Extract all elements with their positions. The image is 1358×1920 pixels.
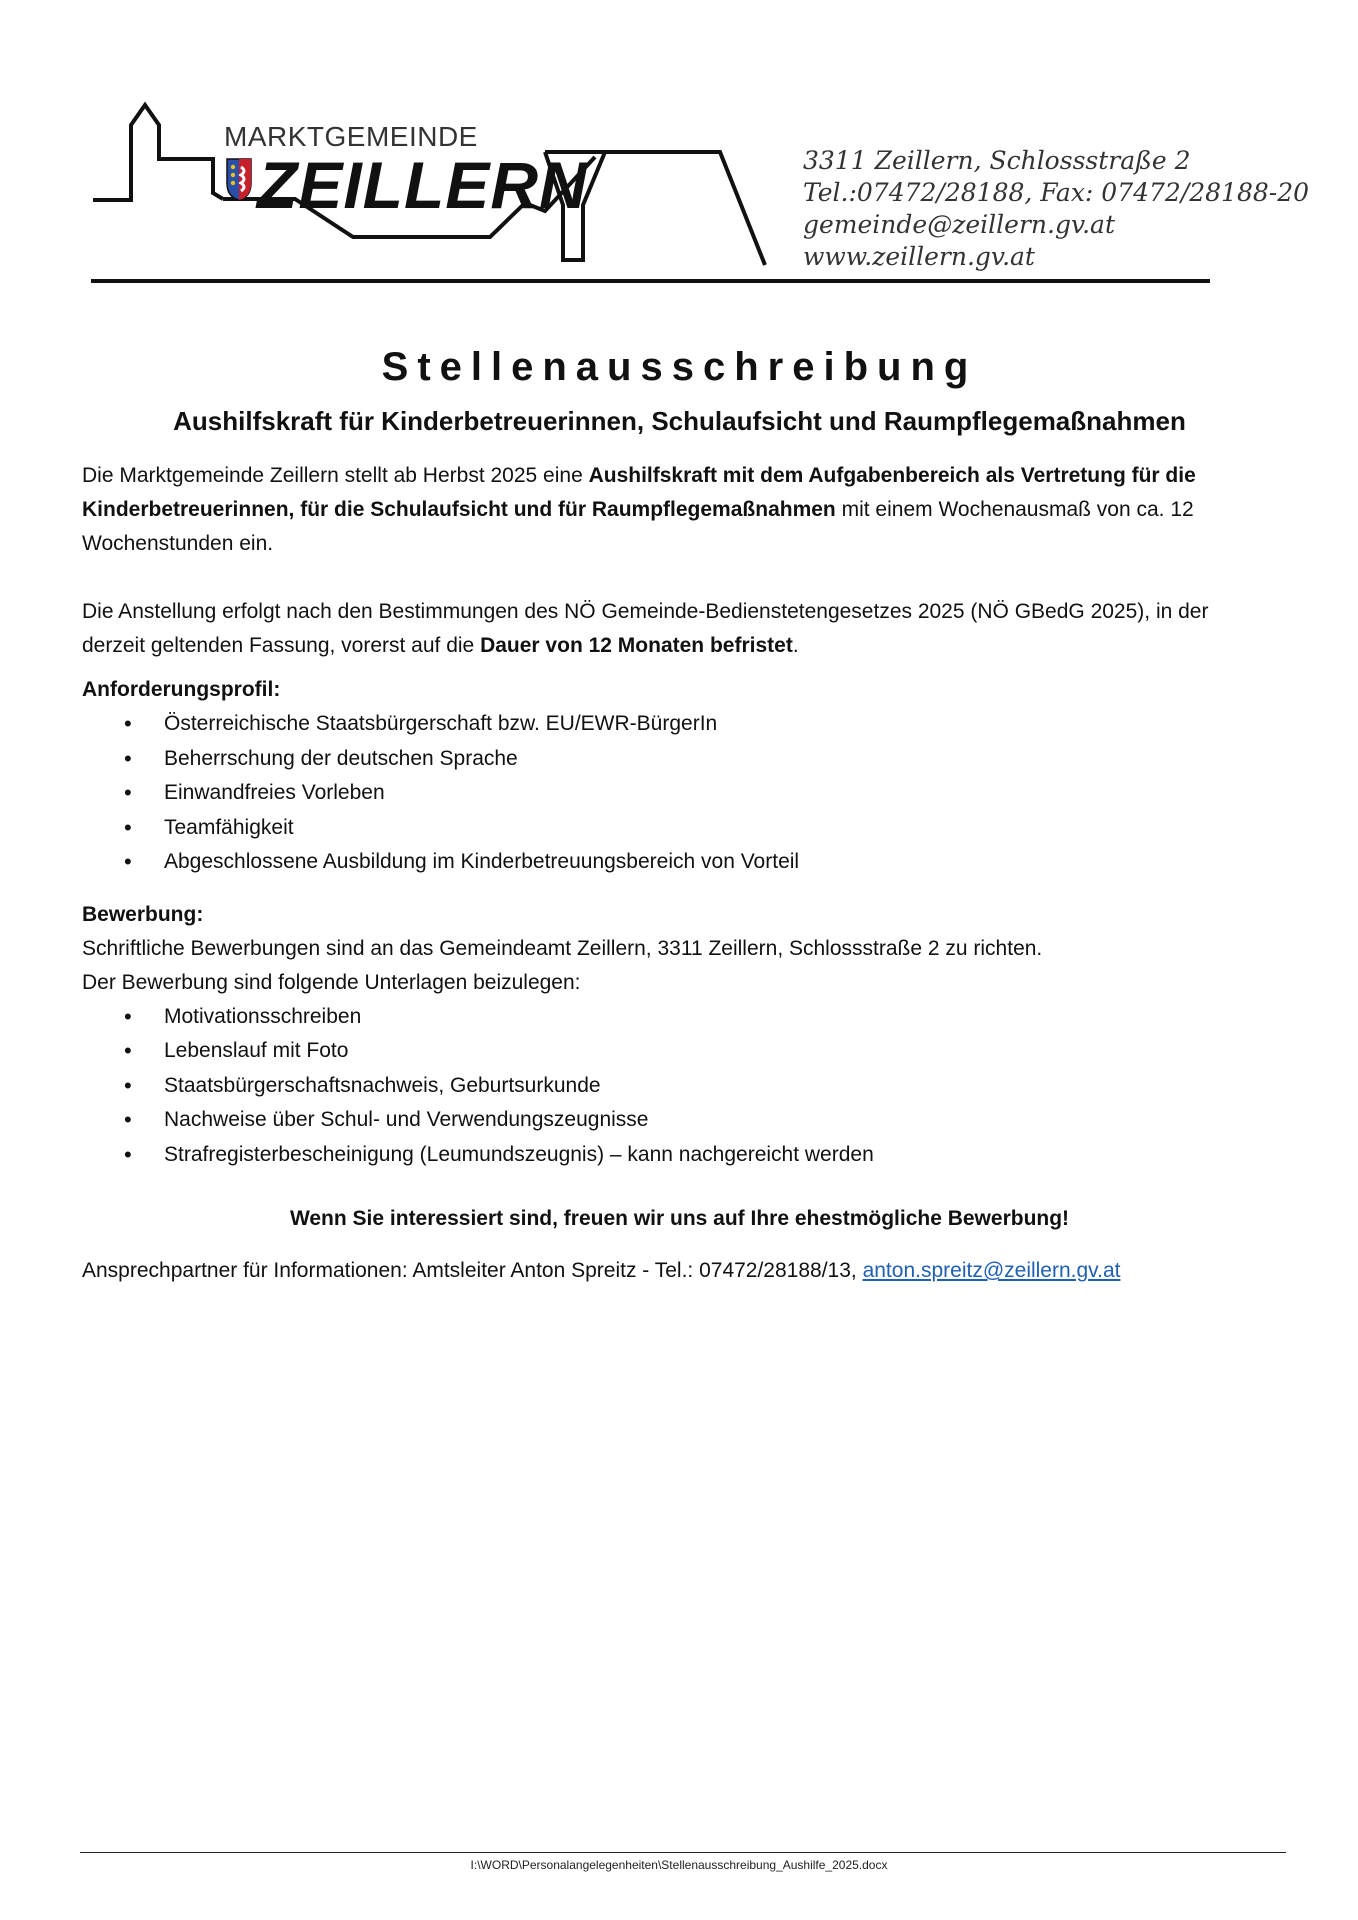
document-body: [82, 345, 1277, 1288]
footer-divider: [80, 1852, 1286, 1853]
list-item: • Lebenslauf mit Foto: [82, 1034, 1277, 1069]
intro-bold-text: Aushilfskraft mit dem Aufgabenbereich als Vertretung für die Kinderbetreuerinnen, für die Schulaufsicht und für Raumpflegemaßnahmen: [82, 464, 1196, 521]
letterhead-email: gemeinde@zeillern.gv.at: [803, 210, 1115, 239]
list-item: • Motivationsschreiben: [82, 1000, 1277, 1035]
brand-name: ZEILLERN: [257, 148, 588, 222]
contact-email-link[interactable]: anton.spreitz@zeillern.gv.at: [862, 1259, 1121, 1282]
coat-of-arms-icon: [225, 157, 253, 201]
letterhead: [85, 95, 1310, 295]
application-documents-intro: Der Bewerbung sind folgende Unterlagen beizulegen:: [82, 970, 581, 994]
application-heading: Bewerbung:: [82, 902, 204, 926]
intro-paragraph: [82, 459, 1277, 561]
list-item: • Abgeschlossene Ausbildung im Kinderbetreuungsbereich von Vorteil: [82, 845, 1277, 880]
list-item: • Österreichische Staatsbürgerschaft bzw. EU/EWR-BürgerIn: [82, 707, 1277, 742]
list-item: • Einwandfreies Vorleben: [82, 776, 1277, 811]
list-item: • Nachweise über Schul- und Verwendungszeugnisse: [82, 1103, 1277, 1138]
contact-person-text: Ansprechpartner für Informationen: Amtsleiter Anton Spreitz - Tel.: 07472/28188/13,: [82, 1259, 863, 1282]
list-item: • Strafregisterbescheinigung (Leumundszeugnis) – kann nachgereicht werden: [82, 1138, 1277, 1173]
employment-text: Die Anstellung erfolgt nach den Bestimmungen des NÖ Gemeinde-Bedienstetengesetzes 2025 (NÖ GBedG 2025), in der derzeit geltenden Fassung, vorerst auf die: [82, 600, 1209, 657]
documents-list: [82, 1000, 1277, 1173]
application-text: Schriftliche Bewerbungen sind an das Gemeindeamt Zeillern, 3311 Zeillern, Schlossstraße 2 zu richten.: [82, 936, 1043, 960]
document-title: Stellenausschreibung: [381, 345, 978, 389]
document-subtitle: Aushilfskraft für Kinderbetreuerinnen, Schulaufsicht und Raumpflegemaßnahmen: [173, 406, 1186, 436]
list-item: • Staatsbürgerschaftsnachweis, Geburtsurkunde: [82, 1069, 1277, 1104]
requirements-heading: Anforderungsprofil:: [82, 678, 281, 701]
requirements-list: [82, 707, 1277, 880]
intro-text: Die Marktgemeinde Zeillern stellt ab Herbst 2025 eine: [82, 464, 589, 487]
footer-file-path: I:\WORD\Personalangelegenheiten\Stellenausschreibung_Aushilfe_2025.docx: [470, 1858, 888, 1872]
letterhead-address: 3311 Zeillern, Schlossstraße 2: [803, 146, 1191, 175]
brand-subtitle: MARKTGEMEINDE: [224, 121, 478, 152]
employment-text-end: .: [792, 634, 799, 657]
list-item: • Teamfähigkeit: [82, 811, 1277, 846]
employment-bold-text: Dauer von 12 Monaten befristet: [480, 634, 793, 657]
contact-person-line: [82, 1254, 1277, 1288]
letterhead-contact: [803, 145, 1309, 273]
intro-text-end: mit einem Wochenausmaß von ca. 12 Wochenstunden ein.: [82, 498, 1194, 555]
closing-statement: Wenn Sie interessiert sind, freuen wir uns auf Ihre ehestmögliche Bewerbung!: [289, 1207, 1070, 1230]
employment-paragraph: [82, 595, 1277, 663]
letterhead-phone: Tel.:07472/28188, Fax: 07472/28188-20: [803, 178, 1310, 207]
letterhead-website: www.zeillern.gv.at: [803, 242, 1035, 271]
list-item: • Beherrschung der deutschen Sprache: [82, 742, 1277, 777]
